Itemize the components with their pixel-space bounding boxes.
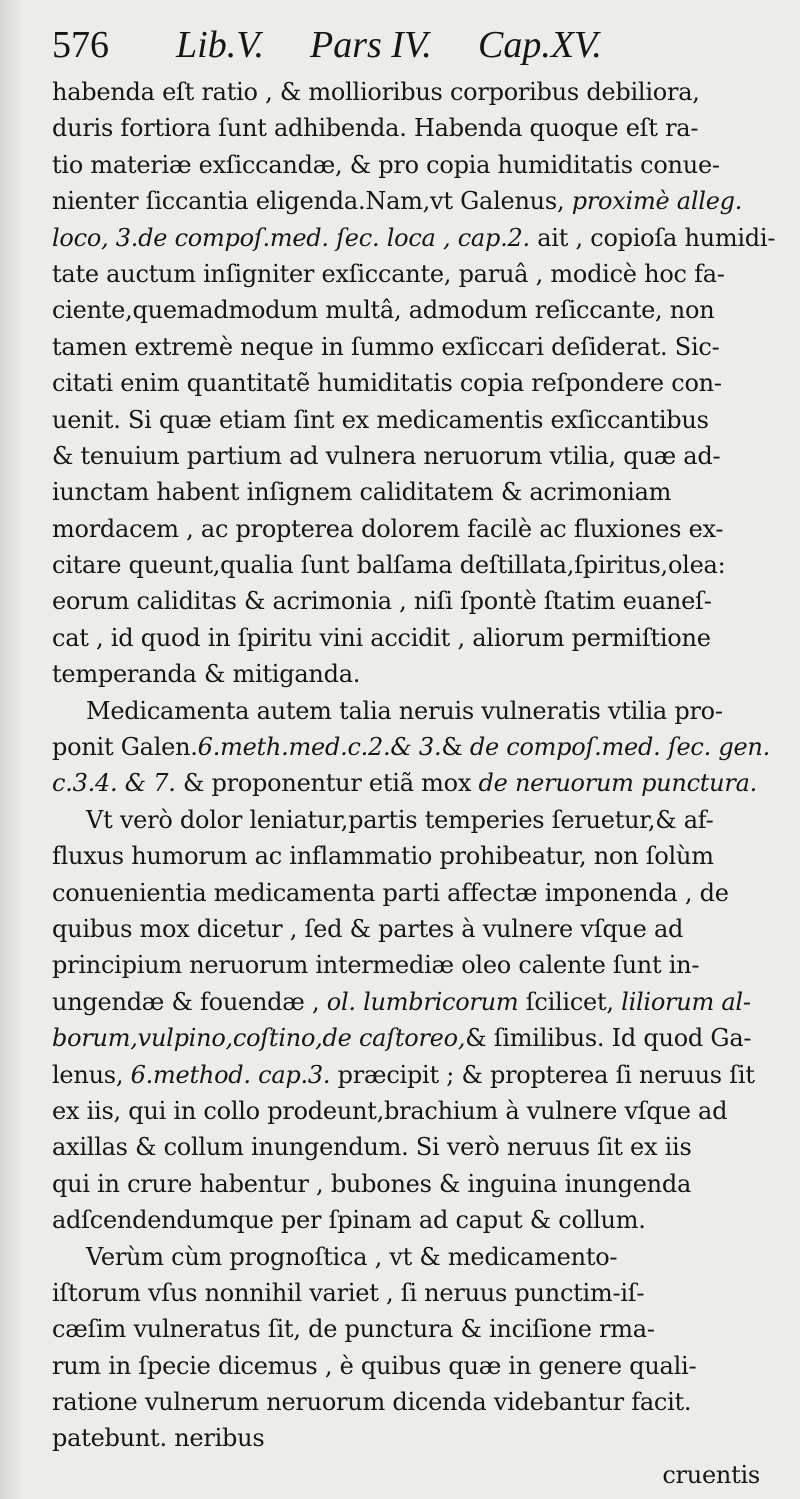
italic-citation: ol. lumbricorum — [326, 987, 519, 1016]
text-line — [52, 292, 792, 328]
text-line — [52, 1457, 792, 1493]
text-line — [52, 74, 792, 110]
italic-citation: liliorum al- — [621, 987, 751, 1016]
text-segment: & proponentur etiã mox — [175, 769, 479, 798]
text-line — [52, 1348, 792, 1384]
text-segment: ait , copioſa humidi- — [529, 223, 776, 252]
text-line — [52, 1129, 792, 1165]
text-segment: nienter ſiccantia eligenda.Nam,vt Galenus, — [52, 187, 572, 216]
text-segment: ex iis, qui in collo prodeunt,brachium à vulnere vſque ad — [52, 1096, 728, 1125]
text-line — [52, 1093, 792, 1129]
text-segment: ungendæ & fouendæ , — [52, 987, 327, 1016]
text-line — [52, 365, 792, 401]
text-line — [52, 511, 792, 547]
body-text — [52, 74, 792, 1493]
text-segment: patebunt. neribus — [52, 1424, 265, 1453]
text-segment: tate auctum inſigniter exſiccante, paruâ , modicè hoc fa- — [52, 259, 725, 288]
text-segment: qui in crure habentur , bubones & inguina inungenda — [52, 1169, 692, 1198]
italic-citation: c.3.4. & 7. — [52, 769, 176, 798]
text-line — [52, 1020, 792, 1056]
text-segment: citare queunt,qualia ſunt balſama deſtillata,ſpiritus,olea: — [52, 551, 726, 580]
text-line — [52, 1275, 792, 1311]
text-segment: ciente,quemadmodum multâ, admodum reſiccante, non — [52, 296, 715, 325]
text-segment: fluxus humorum ac inflammatio prohibeatur, non ſolùm — [52, 842, 714, 871]
text-segment: adſcendendumque per ſpinam ad caput & collum. — [52, 1206, 646, 1235]
text-segment: mordacem , ac propterea dolorem facilè ac fluxiones ex- — [52, 514, 724, 543]
text-segment: lenus, — [52, 1060, 131, 1089]
text-line — [52, 438, 792, 474]
chapter-label: Cap.XV. — [478, 24, 602, 66]
text-line — [52, 1057, 792, 1093]
text-line — [52, 1202, 792, 1238]
text-segment: axillas & collum inungendum. Si verò neruus ſit ex iis — [52, 1133, 692, 1162]
text-line — [52, 256, 792, 292]
italic-citation: proximè alleg. — [571, 187, 743, 216]
text-line — [52, 1420, 792, 1456]
italic-citation: borum,vulpino,coſtino,de caſtoreo, — [52, 1024, 466, 1053]
text-line — [52, 1384, 792, 1420]
text-segment: & tenuium partium ad vulnera neruorum vtilia, quæ ad- — [52, 441, 721, 470]
text-segment: cæſim vulneratus ſit, de punctura & inciſione rma- — [52, 1315, 655, 1344]
text-line — [52, 110, 792, 146]
italic-citation: 6.method. cap.3. — [130, 1060, 331, 1089]
text-line — [52, 583, 792, 619]
text-segment: Vt verò dolor leniatur,partis temperies ſeruetur,& af- — [86, 805, 714, 834]
text-line — [52, 329, 792, 365]
text-line — [52, 947, 792, 983]
text-segment: cruentis — [662, 1460, 760, 1489]
text-line — [52, 402, 792, 438]
text-line — [52, 984, 792, 1020]
italic-citation: 6.meth.med.c.2.& 3. — [197, 733, 442, 762]
text-line — [52, 620, 792, 656]
text-segment: tio materiæ exſiccandæ, & pro copia humiditatis conue- — [52, 150, 720, 179]
text-segment: ſcilicet, — [518, 987, 622, 1016]
text-segment: ratione vulnerum neruorum dicenda videbantur facit. — [52, 1388, 692, 1417]
text-segment: principium neruorum intermediæ oleo calente ſunt in- — [52, 951, 700, 980]
text-line — [52, 183, 792, 219]
text-line — [52, 911, 792, 947]
text-segment: quibus mox dicetur , ſed & partes à vulnere vſque ad — [52, 914, 684, 943]
text-segment: ponit Galen. — [52, 733, 198, 762]
text-segment: & — [441, 733, 470, 762]
italic-citation: de neruorum punctura. — [478, 769, 758, 798]
text-segment: & ſimilibus. Id quod Ga- — [465, 1024, 752, 1053]
italic-citation: loco, 3.de compoſ.med. ſec. loca , cap.2. — [52, 223, 530, 252]
text-segment: iſtorum vſus nonnihil variet , ſi neruus punctim-iſ- — [52, 1278, 645, 1307]
book-label: Lib.V. — [176, 24, 265, 66]
text-segment: temperanda & mitiganda. — [52, 660, 361, 689]
text-segment: præcipit ; & propterea ſi neruus ſit — [330, 1060, 755, 1089]
text-segment: citati enim quantitatẽ humiditatis copia reſpondere con- — [52, 369, 722, 398]
text-segment: Medicamenta autem talia neruis vulneratis vtilia pro- — [86, 696, 723, 725]
text-segment: cat , id quod in ſpiritu vini accidit , aliorum permiſtione — [52, 623, 711, 652]
text-line — [52, 656, 792, 692]
running-header — [52, 20, 792, 70]
text-line — [52, 1239, 792, 1275]
text-segment: tamen extremè neque in ſummo exſiccari deſiderat. Sic- — [52, 332, 720, 361]
text-line — [52, 1166, 792, 1202]
text-segment: rum in ſpecie dicemus , è quibus quæ in genere quali- — [52, 1351, 697, 1380]
text-segment: duris fortiora ſunt adhibenda. Habenda quoque eſt ra- — [52, 114, 699, 143]
text-segment: Verùm cùm prognoſtica , vt & medicamento- — [86, 1242, 618, 1271]
text-line — [52, 729, 792, 765]
text-line — [52, 802, 792, 838]
text-line — [52, 474, 792, 510]
italic-citation: de compoſ.med. ſec. gen. — [469, 733, 771, 762]
text-segment: iunctam habent inſignem caliditatem & acrimoniam — [52, 478, 672, 507]
text-line — [52, 765, 792, 801]
page-number: 576 — [52, 24, 109, 66]
text-segment: uenit. Si quæ etiam ſint ex medicamentis exſiccantibus — [52, 405, 709, 434]
text-segment: conuenientia medicamenta parti affectæ imponenda , de — [52, 878, 729, 907]
text-line — [52, 838, 792, 874]
text-line — [52, 147, 792, 183]
text-segment: habenda eſt ratio , & mollioribus corporibus debiliora, — [52, 78, 700, 106]
part-label: Pars IV. — [310, 24, 432, 66]
text-line — [52, 1311, 792, 1347]
text-line — [52, 220, 792, 256]
text-segment: eorum caliditas & acrimonia , niſi ſpontè ſtatim euaneſ- — [52, 587, 712, 616]
text-line — [52, 875, 792, 911]
text-line — [52, 693, 792, 729]
text-line — [52, 547, 792, 583]
